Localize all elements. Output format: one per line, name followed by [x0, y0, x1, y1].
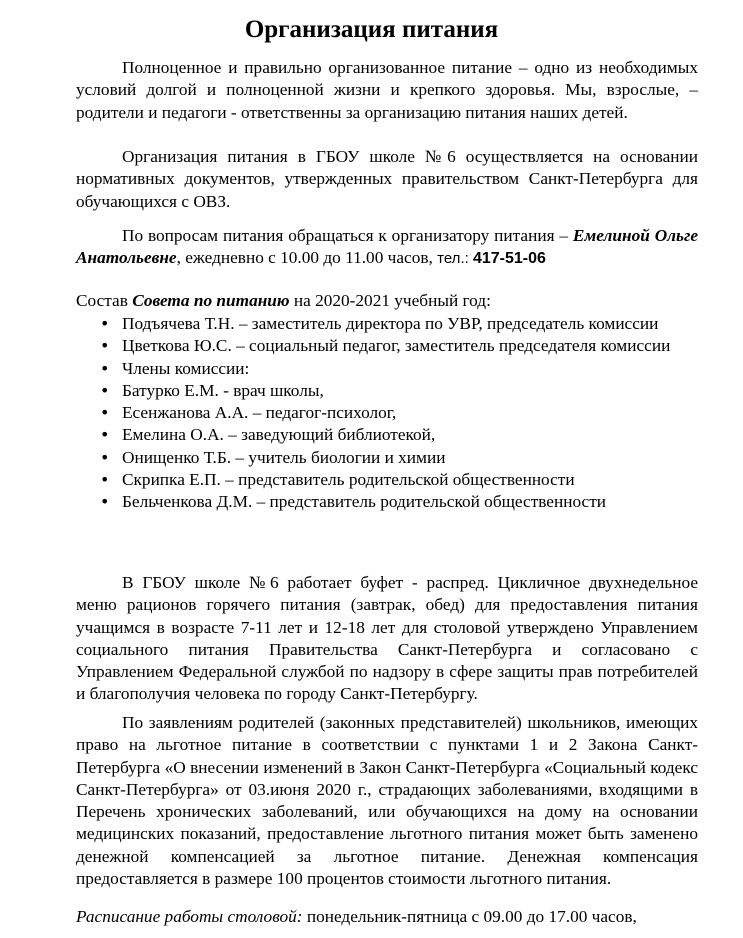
compensation-paragraph: По заявлениям родителей (законных представителей) школьников, имеющих право на льготное питание в соответствии с пунктами 1 и 2 Закона Санкт-Петербурга «О внесении изменений в Закон Санкт-Петербурга «Социальный кодекс Санкт-Петербурга» от 03.июня 2020 г., страдающих заболеваниями, входящими в Перечень хронических заболеваний, или обучающихся на дому на основании медицинских показаний, предоставление льготного питания может быть заменено денежной компенсацией за льготное питание. Денежная компенсация предоставляется в размере 100 процентов стоимости льготного питания.	[76, 713, 698, 889]
schedule-text: понедельник-пятница с 09.00 до 17.00 часов,	[302, 907, 637, 926]
intro-paragraph-2: Организация питания в ГБОУ школе №6 осуществляется на основании нормативных документов, утвержденных правительством Санкт-Петербурга для обучающихся с ОВЗ.	[76, 147, 698, 211]
list-item: • Онищенко Т.Б. – учитель биологии и химии	[76, 447, 698, 469]
schedule-label: Расписание работы столовой:	[76, 907, 303, 926]
list-item: • Батурко Е.М. - врач школы,	[76, 380, 698, 402]
contact-schedule: , ежедневно с 10.00 до 11.00 часов,	[176, 248, 438, 268]
council-lead: Состав	[76, 291, 133, 310]
list-item: • Емелина О.А. – заведующий библиотекой,	[76, 424, 698, 446]
buffet-paragraph: В ГБОУ школе №6 работает буфет - распред. Цикличное двухнедельное меню рационов горячего питания (завтрак, обед) для предоставления питания учащимся в возрасте 7-11 лет и 12-18 лет для столовой утверждено Управлением социального питания Правительства Санкт-Петербурга и согласовано с Управлением Федеральной службой по надзору в сфере защиты прав потребителей и благополучия человека по городу Санкт-Петербургу.	[76, 573, 698, 704]
contact-lead: По вопросам питания обращаться к организатору питания –	[122, 226, 573, 245]
list-item: • Цветкова Ю.С. – социальный педагог, заместитель председателя комиссии	[76, 335, 698, 357]
list-item: • Члены комиссии:	[76, 358, 698, 380]
schedule-line	[76, 906, 698, 928]
council-tail: на 2020-2021 учебный год:	[289, 291, 491, 310]
council-name: Совета по питанию	[132, 291, 290, 310]
page-title: Организация питания	[244, 16, 499, 43]
phone-number: 417-51-06	[472, 250, 546, 268]
organizer-name: Емелиной Ольге Анатольевне	[76, 226, 698, 268]
list-item: • Есенжанова А.А. – педагог-психолог,	[76, 402, 698, 424]
contact-paragraph	[76, 225, 698, 271]
council-heading	[76, 290, 698, 312]
list-item: • Скрипка Е.П. – представитель родительской общественности	[76, 469, 698, 491]
council-members-list	[76, 313, 698, 514]
list-item: • Бельченкова Д.М. – представитель родительской общественности	[76, 491, 698, 513]
intro-paragraph-1: Полноценное и правильно организованное питание – одно из необходимых условий долгой и полноценной жизни и крепкого здоровья. Мы, взрослые, – родители и педагоги - ответственны за организацию питания наших детей.	[76, 58, 698, 122]
phone-label: тел.:	[437, 250, 473, 268]
list-item: • Подъячева Т.Н. – заместитель директора по УВР, председатель комиссии	[76, 313, 698, 335]
